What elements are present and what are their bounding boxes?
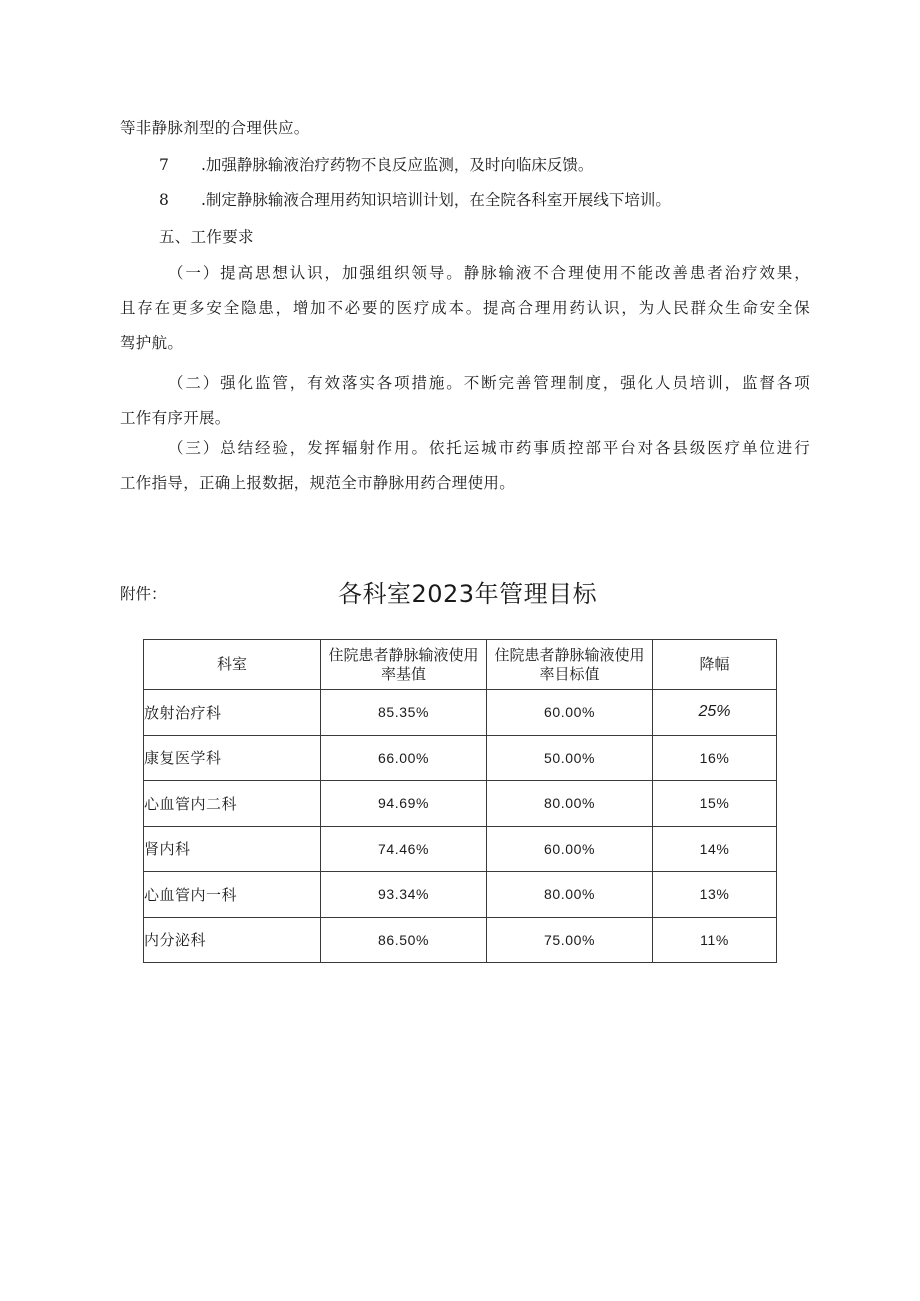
continuation-line: 等非静脉剂型的合理供应。: [120, 119, 310, 137]
table-header-row: [144, 640, 777, 690]
attachment-title: 各科室2023年管理目标: [338, 580, 598, 608]
cell-reduction: 15%: [653, 781, 777, 827]
paragraph-line: 工作指导，正确上报数据，规范全市静脉用药合理使用。: [120, 474, 516, 492]
cell-reduction: 16%: [653, 735, 777, 781]
cell-baseline: 66.00%: [321, 735, 487, 781]
table-row: [144, 735, 777, 781]
cell-target: 60.00%: [487, 690, 653, 736]
requirement-paragraph-3: [120, 438, 810, 508]
cell-department: 康复医学科: [144, 735, 321, 781]
attachment-label: 附件：: [120, 585, 167, 603]
list-item-text: .加强静脉输液治疗药物不良反应监测，及时向临床反馈。: [201, 156, 594, 174]
table-row: [144, 781, 777, 827]
cell-department: 心血管内一科: [144, 872, 321, 918]
cell-reduction: 25%: [653, 690, 777, 736]
cell-baseline: 93.34%: [321, 872, 487, 918]
cell-target: 75.00%: [487, 917, 653, 963]
cell-reduction: 14%: [653, 826, 777, 872]
cell-baseline: 94.69%: [321, 781, 487, 827]
header-target-rate: 住院患者静脉输液使用率目标值: [487, 640, 653, 690]
cell-baseline: 85.35%: [321, 690, 487, 736]
cell-reduction: 13%: [653, 872, 777, 918]
cell-department: 放射治疗科: [144, 690, 321, 736]
requirement-paragraph-1: [120, 263, 810, 368]
management-goals-table: [143, 639, 777, 963]
header-reduction: 降幅: [653, 640, 777, 690]
cell-baseline: 86.50%: [321, 917, 487, 963]
table-row: [144, 690, 777, 736]
header-baseline-rate: 住院患者静脉输液使用率基值: [321, 640, 487, 690]
paragraph-line: 且存在更多安全隐患，增加不必要的医疗成本。提高合理用药认识，为人民群众生命安全保: [120, 299, 810, 317]
table-row: [144, 917, 777, 963]
cell-baseline: 74.46%: [321, 826, 487, 872]
paragraph-line: （二）强化监管，有效落实各项措施。不断完善管理制度，强化人员培训，监督各项: [168, 374, 810, 392]
cell-target: 80.00%: [487, 781, 653, 827]
table-row: [144, 872, 777, 918]
paragraph-line: （一）提高思想认识，加强组织领导。静脉输液不合理使用不能改善患者治疗效果，: [168, 264, 810, 282]
list-item-number: 8: [159, 191, 169, 209]
cell-target: 50.00%: [487, 735, 653, 781]
cell-department: 内分泌科: [144, 917, 321, 963]
cell-reduction: 11%: [653, 917, 777, 963]
cell-department: 肾内科: [144, 826, 321, 872]
cell-target: 80.00%: [487, 872, 653, 918]
paragraph-line: 驾护航。: [120, 334, 184, 352]
list-item-text: .制定静脉输液合理用药知识培训计划，在全院各科室开展线下培训。: [201, 191, 671, 209]
table-row: [144, 826, 777, 872]
header-department: 科室: [144, 640, 321, 690]
requirement-paragraph-2: [120, 373, 810, 443]
section-heading: 五、工作要求: [159, 228, 254, 246]
list-item-number: 7: [159, 156, 169, 174]
cell-target: 60.00%: [487, 826, 653, 872]
paragraph-line: 工作有序开展。: [120, 409, 231, 427]
cell-department: 心血管内二科: [144, 781, 321, 827]
paragraph-line: （三）总结经验，发挥辐射作用。依托运城市药事质控部平台对各县级医疗单位进行: [168, 439, 810, 457]
